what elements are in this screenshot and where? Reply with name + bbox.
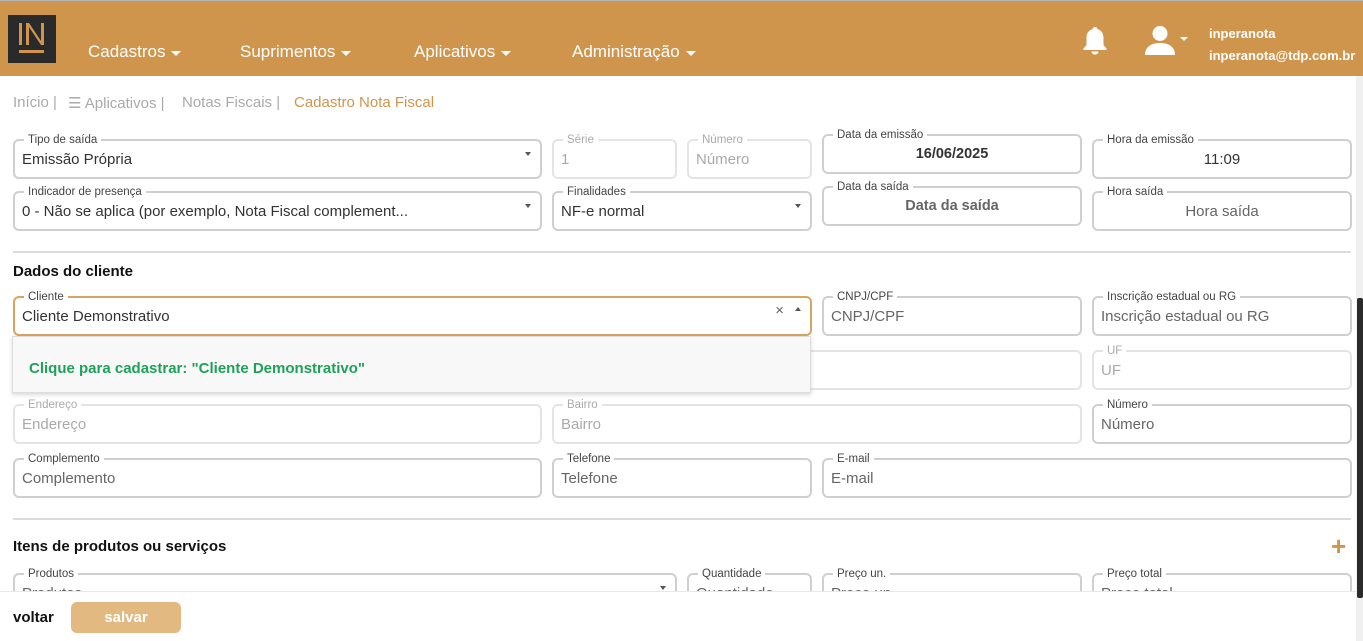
inscricao-estadual-placeholder: Inscrição estadual ou RG	[1101, 308, 1270, 325]
cliente-autocomplete[interactable]	[13, 291, 812, 336]
voltar-button[interactable]: voltar	[13, 609, 54, 626]
telefone-placeholder: Telefone	[561, 470, 618, 487]
cnpj-cpf-label: CNPJ/CPF	[833, 290, 897, 304]
nav-aplicativos[interactable]	[414, 42, 511, 62]
numero-nota-label: Número	[698, 133, 747, 147]
hora-saida-placeholder: Hora saída	[1185, 203, 1259, 220]
chevron-up-icon[interactable]	[795, 307, 801, 311]
clear-icon[interactable]: ×	[775, 302, 784, 319]
bairro-field[interactable]	[552, 399, 1082, 444]
nav-suprimentos[interactable]	[240, 42, 351, 62]
numero-endereco-label: Número	[1103, 398, 1152, 412]
tipo-saida-label: Tipo de saída	[24, 133, 101, 147]
hora-saida-label: Hora saída	[1103, 185, 1167, 199]
finalidades-label: Finalidades	[563, 185, 630, 199]
user-menu-chevron-icon[interactable]	[1180, 37, 1188, 41]
chevron-down-icon	[525, 152, 531, 156]
serie-label: Série	[563, 133, 598, 147]
section-divider	[13, 518, 1351, 520]
hora-saida-field[interactable]	[1092, 186, 1352, 231]
telefone-field[interactable]	[552, 453, 812, 498]
data-emissao-label: Data da emissão	[833, 128, 927, 142]
serie-field[interactable]	[552, 134, 677, 179]
complemento-placeholder: Complemento	[22, 470, 116, 487]
nav-cadastros[interactable]	[88, 42, 181, 62]
email-label: E-mail	[833, 452, 874, 466]
chevron-down-icon	[525, 204, 531, 208]
data-saida-placeholder: Data da saída	[905, 198, 999, 214]
data-emissao-field[interactable]	[822, 129, 1082, 174]
inscricao-estadual-field[interactable]	[1092, 291, 1352, 336]
nav-administracao[interactable]	[572, 42, 696, 62]
add-item-icon[interactable]: +	[1331, 531, 1347, 561]
numero-endereco-field[interactable]	[1092, 399, 1352, 444]
breadcrumb-notas-fiscais[interactable]: Notas Fiscais |	[182, 94, 281, 111]
bairro-label: Bairro	[563, 398, 602, 412]
dados-cliente-title: Dados do cliente	[13, 263, 134, 280]
logo-mark-icon	[17, 21, 47, 57]
email-placeholder: E-mail	[831, 470, 874, 487]
preco-unitario-label: Preço un.	[833, 567, 890, 581]
nav-suprimentos-label: Suprimentos	[240, 42, 336, 61]
uf-label: UF	[1103, 344, 1126, 358]
data-saida-field[interactable]	[822, 181, 1082, 226]
endereco-label: Endereço	[24, 398, 81, 412]
chevron-down-icon	[795, 204, 801, 208]
produtos-label: Produtos	[24, 567, 78, 581]
section-divider	[13, 251, 1351, 253]
chevron-down-icon	[341, 51, 351, 56]
nav-aplicativos-label: Aplicativos	[414, 42, 496, 61]
app-logo[interactable]	[8, 15, 56, 63]
uf-placeholder: UF	[1101, 362, 1121, 379]
chevron-down-icon	[686, 51, 696, 56]
user-avatar-icon[interactable]	[1144, 25, 1176, 55]
bairro-placeholder: Bairro	[561, 416, 602, 433]
cadastrar-cliente-option[interactable]: Clique para cadastrar: "Cliente Demonstrativo"	[29, 360, 365, 377]
inscricao-estadual-label: Inscrição estadual ou RG	[1103, 290, 1240, 304]
quantidade-label: Quantidade	[698, 567, 765, 581]
scrollbar-thumb[interactable]	[1357, 298, 1363, 598]
finalidades-select[interactable]	[552, 186, 812, 231]
chevron-down-icon	[501, 51, 511, 56]
cnpj-cpf-field[interactable]	[822, 291, 1082, 336]
indicador-presenca-label: Indicador de presença	[24, 185, 146, 199]
uf-field[interactable]	[1092, 345, 1352, 390]
user-email: inperanota@tdp.com.br	[1209, 48, 1356, 63]
itens-title: Itens de produtos ou serviços	[13, 538, 227, 555]
form-footer	[0, 591, 1356, 641]
top-navbar	[0, 0, 1363, 76]
bell-icon[interactable]	[1081, 25, 1109, 55]
finalidades-value: NF-e normal	[561, 203, 645, 220]
numero-endereco-placeholder: Número	[1101, 416, 1155, 433]
data-saida-label: Data da saída	[833, 180, 913, 194]
salvar-button[interactable]: salvar	[71, 602, 181, 633]
cliente-dropdown-menu	[12, 336, 811, 393]
nav-administracao-label: Administração	[572, 42, 680, 61]
breadcrumb-current: Cadastro Nota Fiscal	[294, 94, 435, 111]
chevron-down-icon	[660, 586, 666, 590]
email-field[interactable]	[822, 453, 1352, 498]
preco-total-label: Preço total	[1103, 567, 1166, 581]
indicador-presenca-value: 0 - Não se aplica (por exemplo, Nota Fiscal complement...	[22, 203, 408, 220]
cliente-label: Cliente	[24, 290, 68, 304]
serie-value: 1	[561, 151, 570, 168]
complemento-label: Complemento	[24, 452, 104, 466]
numero-nota-field[interactable]	[687, 134, 812, 179]
tipo-saida-select[interactable]	[13, 134, 542, 179]
hora-emissao-label: Hora da emissão	[1103, 133, 1198, 147]
user-name: inperanota	[1209, 26, 1276, 41]
hora-emissao-field[interactable]	[1092, 134, 1352, 179]
nav-cadastros-label: Cadastros	[88, 42, 166, 61]
breadcrumb-aplicativos[interactable]: ☰ Aplicativos |	[68, 95, 165, 112]
telefone-label: Telefone	[563, 452, 614, 466]
cnpj-cpf-placeholder: CNPJ/CPF	[831, 308, 905, 325]
complemento-field[interactable]	[13, 453, 542, 498]
breadcrumb-inicio[interactable]: Início |	[13, 94, 57, 111]
hora-emissao-value: 11:09	[1203, 151, 1241, 168]
indicador-presenca-select[interactable]	[13, 186, 542, 231]
numero-nota-placeholder: Número	[696, 151, 750, 168]
cliente-value: Cliente Demonstrativo	[22, 308, 170, 325]
tipo-saida-value: Emissão Própria	[22, 151, 133, 168]
endereco-placeholder: Endereço	[22, 416, 87, 433]
endereco-field[interactable]	[13, 399, 542, 444]
chevron-down-icon	[171, 51, 181, 56]
data-emissao-value: 16/06/2025	[915, 146, 989, 162]
